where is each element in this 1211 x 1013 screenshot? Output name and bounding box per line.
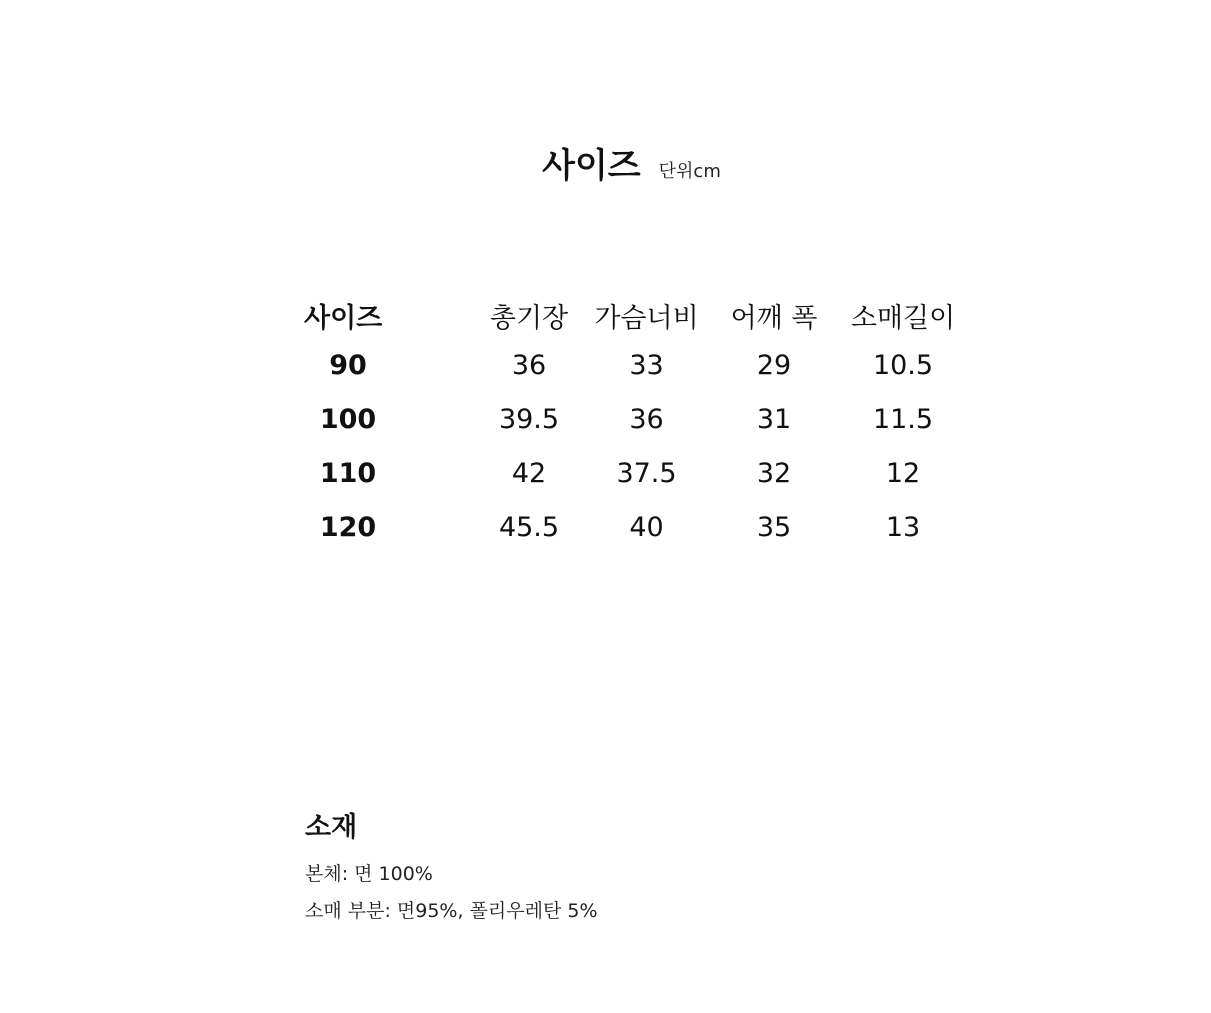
page-title: 사이즈 xyxy=(542,146,641,186)
size-cell: 100 xyxy=(319,403,377,435)
chest-width-cell: 36 xyxy=(629,403,664,435)
material-body-line: 본체: 면 100% xyxy=(305,863,433,885)
size-cell: 90 xyxy=(329,349,367,381)
table-row xyxy=(297,446,962,500)
sleeve-length-cell: 11.5 xyxy=(872,403,934,435)
shoulder-width-cell: 31 xyxy=(756,403,792,435)
size-cell: 110 xyxy=(319,457,377,489)
total-length-cell: 39.5 xyxy=(498,403,560,435)
table-header-row xyxy=(297,292,962,338)
shoulder-width-cell: 35 xyxy=(756,511,792,543)
chest-width-cell: 33 xyxy=(629,349,664,381)
table-row xyxy=(297,338,962,392)
sleeve-length-cell: 10.5 xyxy=(872,349,934,381)
material-title: 소재 xyxy=(305,812,358,843)
column-header-chest-width: 가슴너비 xyxy=(594,302,699,334)
column-spacer xyxy=(399,500,469,554)
total-length-cell: 42 xyxy=(511,457,547,489)
shoulder-width-cell: 32 xyxy=(756,457,792,489)
size-header xyxy=(0,138,1211,187)
column-header-size: 사이즈 xyxy=(304,302,383,334)
column-header-total-length: 총기장 xyxy=(489,302,569,334)
chest-width-cell: 37.5 xyxy=(616,457,677,489)
shoulder-width-cell: 29 xyxy=(756,349,792,381)
size-table xyxy=(297,292,962,554)
unit-label: 단위cm xyxy=(658,161,721,182)
column-spacer xyxy=(399,338,469,392)
material-section xyxy=(305,805,598,930)
sleeve-length-cell: 13 xyxy=(885,511,921,543)
total-length-cell: 36 xyxy=(511,349,547,381)
column-spacer xyxy=(399,446,469,500)
total-length-cell: 45.5 xyxy=(498,511,560,543)
chest-width-cell: 40 xyxy=(629,511,664,543)
sleeve-length-cell: 12 xyxy=(885,457,921,489)
material-sleeve-line: 소매 부분: 면95%, 폴리우레탄 5% xyxy=(305,900,598,922)
column-spacer xyxy=(399,392,469,446)
size-cell: 120 xyxy=(319,511,377,543)
table-row xyxy=(297,392,962,446)
column-header-sleeve-length: 소매길이 xyxy=(850,302,956,334)
column-header-shoulder-width: 어깨 폭 xyxy=(730,302,818,334)
column-spacer xyxy=(399,292,469,338)
table-row xyxy=(297,500,962,554)
